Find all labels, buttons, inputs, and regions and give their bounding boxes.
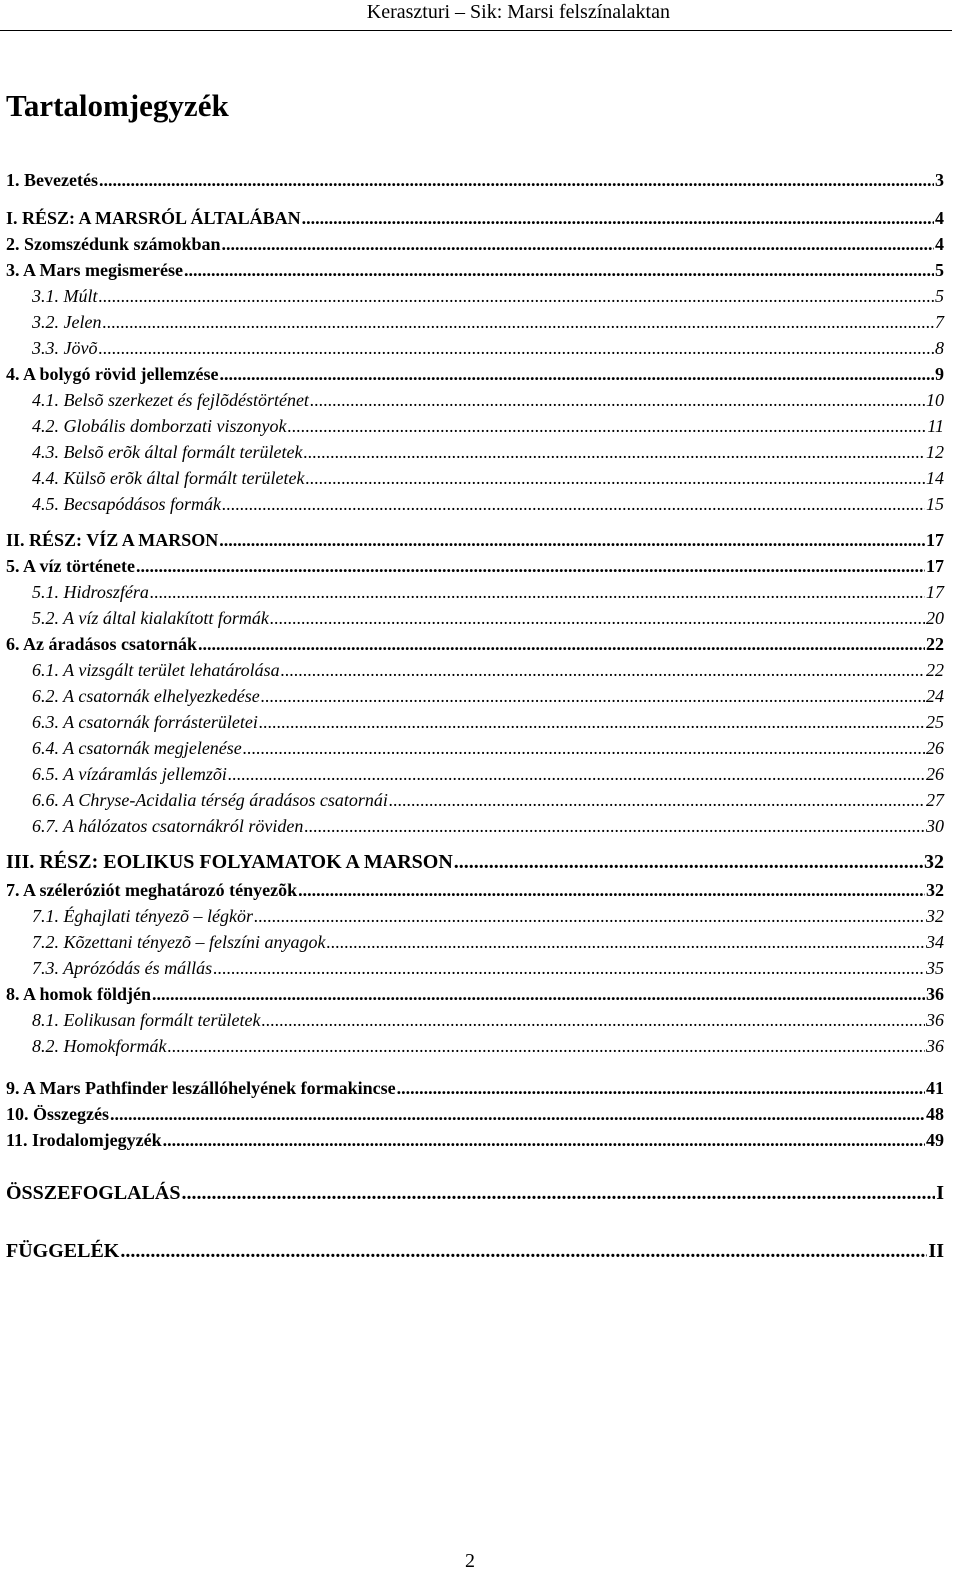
- toc-entry[interactable]: 5. A víz története ..... 17: [6, 554, 944, 578]
- toc-entry[interactable]: 3. A Mars megismerése ..... 5: [6, 258, 944, 282]
- toc-entry[interactable]: ÖSSZEFOGLALÁS ..... I: [6, 1181, 944, 1205]
- toc-entry[interactable]: 10. Összegzés ..... 48: [6, 1102, 944, 1126]
- toc-entry[interactable]: 4.1. Belsõ szerkezet és fejlõdéstörténet ..... 10: [32, 388, 944, 412]
- page-number: 2: [465, 1550, 475, 1572]
- toc-title: Tartalomjegyzék: [6, 88, 229, 123]
- toc-entry[interactable]: 4.5. Becsapódásos formák ..... 15: [32, 492, 944, 516]
- toc-entry[interactable]: 6.5. A vízáramlás jellemzõi ..... 26: [32, 762, 944, 786]
- toc-entry[interactable]: 1. Bevezetés ..... 3: [6, 168, 944, 192]
- toc-entry[interactable]: 4.4. Külsõ erõk által formált területek ..... 14: [32, 466, 944, 490]
- toc-entry[interactable]: 7. A széleróziót meghatározó tényezõk ..... 32: [6, 878, 944, 902]
- toc-entry[interactable]: III. RÉSZ: EOLIKUS FOLYAMATOK A MARSON ..... 32: [6, 850, 944, 874]
- toc-entry[interactable]: 5.2. A víz által kialakított formák ..... 20: [32, 606, 944, 630]
- toc-entry[interactable]: 8.2. Homokformák ..... 36: [32, 1034, 944, 1058]
- toc-entry[interactable]: 9. A Mars Pathfinder leszállóhelyének formakincse ..... 41: [6, 1076, 944, 1100]
- toc-entry[interactable]: II. RÉSZ: VÍZ A MARSON ..... 17: [6, 528, 944, 552]
- toc-entry[interactable]: 6.3. A csatornák forrásterületei ..... 25: [32, 710, 944, 734]
- toc-entry[interactable]: 6.6. A Chryse-Acidalia térség áradásos csatornái ..... 27: [32, 788, 944, 812]
- toc-entry[interactable]: 11. Irodalomjegyzék ..... 49: [6, 1128, 944, 1152]
- toc-entry[interactable]: 3.3. Jövõ ..... 8: [32, 336, 944, 360]
- toc-entry[interactable]: 8.1. Eolikusan formált területek ..... 36: [32, 1008, 944, 1032]
- toc-entry[interactable]: 4. A bolygó rövid jellemzése ..... 9: [6, 362, 944, 386]
- toc-entry[interactable]: 5.1. Hidroszféra ..... 17: [32, 580, 944, 604]
- toc-entry[interactable]: 7.1. Éghajlati tényezõ – légkör ..... 32: [32, 904, 944, 928]
- toc-entry[interactable]: 8. A homok földjén ..... 36: [6, 982, 944, 1006]
- toc-entry[interactable]: I. RÉSZ: A MARSRÓL ÁLTALÁBAN ..... 4: [6, 206, 944, 230]
- toc-entry[interactable]: 6.4. A csatornák megjelenése ..... 26: [32, 736, 944, 760]
- toc-entry[interactable]: 3.2. Jelen ..... 7: [32, 310, 944, 334]
- toc-entry[interactable]: 2. Szomszédunk számokban ..... 4: [6, 232, 944, 256]
- toc-entry[interactable]: 6.1. A vizsgált terület lehatárolása ..... 22: [32, 658, 944, 682]
- running-header: Keraszturi – Sik: Marsi felszínalaktan: [366, 1, 670, 23]
- toc-entry[interactable]: 6.7. A hálózatos csatornákról röviden ..... 30: [32, 814, 944, 838]
- toc-entry[interactable]: FÜGGELÉK ..... II: [6, 1239, 944, 1263]
- header-rule: [0, 30, 952, 31]
- toc-entry[interactable]: 4.2. Globális domborzati viszonyok ..... 11: [32, 414, 944, 438]
- toc-entry[interactable]: 7.2. Kõzettani tényezõ – felszíni anyagok ..... 34: [32, 930, 944, 954]
- toc-entry[interactable]: 6. Az áradásos csatornák ..... 22: [6, 632, 944, 656]
- toc-entry[interactable]: 4.3. Belsõ erõk által formált területek ..... 12: [32, 440, 944, 464]
- toc-entry[interactable]: 3.1. Múlt ..... 5: [32, 284, 944, 308]
- toc-entry[interactable]: 6.2. A csatornák elhelyezkedése ..... 24: [32, 684, 944, 708]
- toc-entry[interactable]: 7.3. Aprózódás és mállás ..... 35: [32, 956, 944, 980]
